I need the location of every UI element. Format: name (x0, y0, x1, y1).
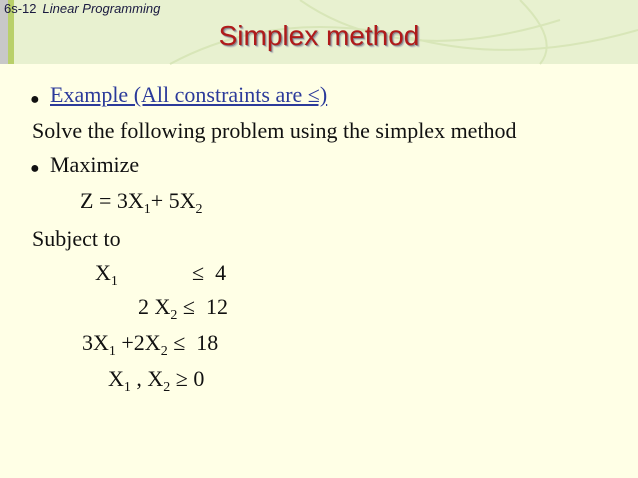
subject-to-label: Subject to (32, 226, 121, 251)
course-name: Linear Programming (42, 1, 161, 16)
constraint-3: $3X_1 +2X_2 \le 18$ (82, 330, 219, 359)
constraint-1-relation: ≤ 4 (192, 260, 227, 285)
slide-number: 6s-12 (4, 1, 37, 16)
problem-statement: Solve the following problem using the simplex method (32, 118, 517, 143)
slide-header (4, 1, 160, 16)
maximize-label: Maximize (50, 152, 140, 177)
constraint-2: 2 $X_2 \le 12$ (138, 294, 228, 323)
objective-function: $Z = 3X_1+ 5X_2$ (80, 188, 203, 217)
non-negativity-constraint: $X_1$ , $X_2 \ge 0$ (108, 366, 205, 395)
bullet-icon: ● (30, 160, 40, 177)
constraint-1: $X_1$ (95, 260, 118, 289)
example-link[interactable]: Example (All constraints are ≤) (50, 82, 328, 107)
slide-title: Simplex method (218, 20, 420, 51)
bullet-icon: ● (30, 91, 40, 108)
